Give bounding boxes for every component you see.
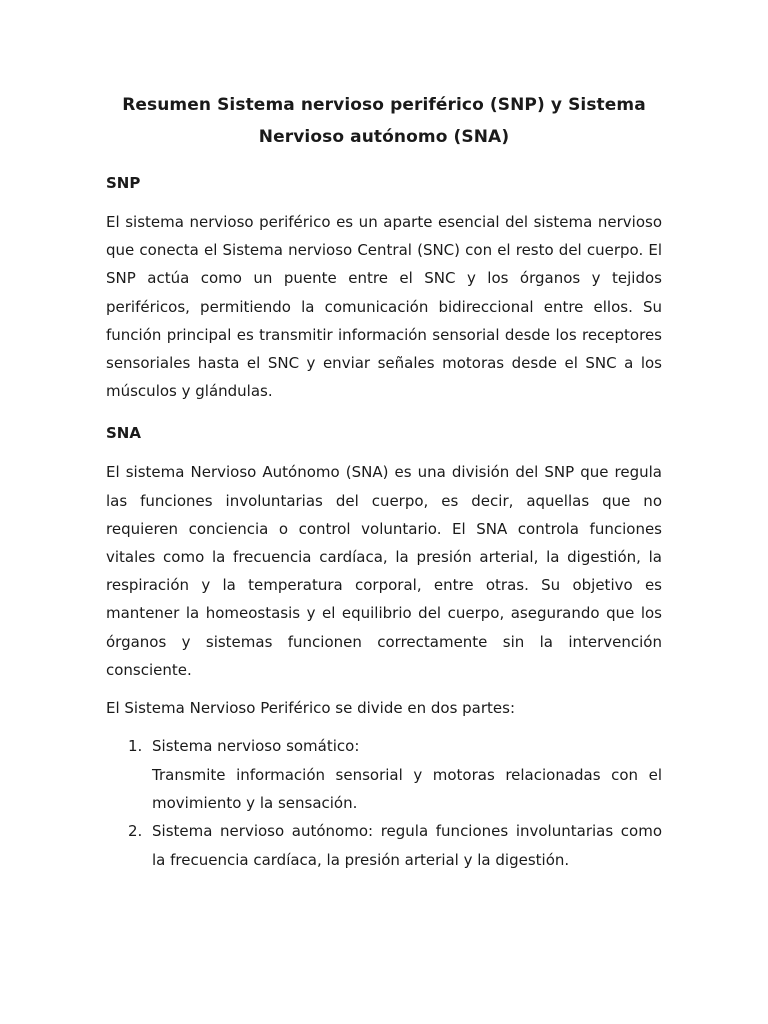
document-title: Resumen Sistema nervioso periférico (SNP) y Sistema Nervioso autónomo (SNA)	[122, 95, 646, 147]
list-item-somatic	[106, 732, 662, 817]
section-heading-snp: SNP	[106, 174, 141, 192]
section-heading-sna: SNA	[106, 424, 141, 443]
list-item-title: Sistema nervioso somático:	[152, 737, 360, 756]
list-item-text: Transmite información sensorial y motoras relacionadas con el movimiento y la sensación.	[152, 765, 662, 813]
list-item-autonomic	[106, 817, 662, 874]
list-item-number: 1.	[128, 737, 143, 756]
division-intro: El Sistema Nervioso Periférico se divide en dos partes:	[106, 699, 516, 718]
section-paragraph-snp: El sistema nervioso periférico es un aparte esencial del sistema nervioso que conecta el Sistema nervioso Central (SNC) con el resto del cuerpo. El SNP actúa como un puente entre el SNC y los órganos y tejidos periféricos, permitiendo la comunicación bidireccional entre ellos. Su función principal es transmitir información sensorial desde los receptores sensoriales hasta el SNC y enviar señales motoras desde el SNC a los músculos y glándulas.	[106, 213, 662, 401]
section-paragraph-sna: El sistema Nervioso Autónomo (SNA) es una división del SNP que regula las funciones involuntarias del cuerpo, es decir, aquellas que no requieren conciencia o control voluntario. El SNA controla funciones vitales como la frecuencia cardíaca, la presión arterial, la digestión, la respiración y la temperatura corporal, entre otras. Su objetivo es mantener la homeostasis y el equilibrio del cuerpo, asegurando que los órganos y sistemas funcionen correctamente sin la intervención consciente.	[106, 463, 662, 679]
list-item-text: Sistema nervioso autónomo: regula funciones involuntarias como la frecuencia cardíaca, la presión arterial y la digestión.	[152, 822, 662, 869]
document-page	[106, 89, 662, 874]
division-list	[106, 732, 662, 874]
list-item-number: 2.	[128, 822, 143, 841]
